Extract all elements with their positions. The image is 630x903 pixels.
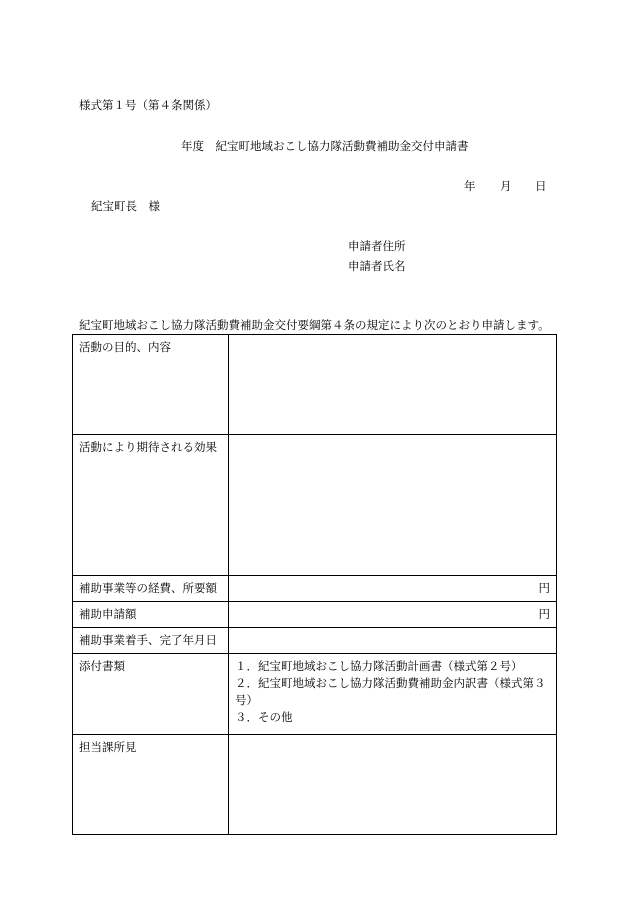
opinion-label: 担当課所見	[73, 735, 229, 835]
date-day: 日	[535, 179, 547, 193]
dates-label: 補助事業着手、完了年月日	[73, 628, 229, 654]
form-number: 様式第１号（第４条関係）	[79, 98, 217, 112]
applicant-name-label: 申請者氏名	[348, 259, 406, 273]
application-table	[72, 334, 557, 835]
cost-unit: 円	[538, 581, 550, 595]
addressee: 紀宝町長 様	[91, 199, 160, 213]
opinion-field[interactable]	[229, 735, 557, 835]
purpose-field[interactable]	[229, 335, 557, 435]
date-month: 月	[500, 179, 512, 193]
effect-field[interactable]	[229, 435, 557, 576]
amount-label: 補助申請額	[73, 602, 229, 628]
applicant-address-label: 申請者住所	[348, 239, 406, 253]
amount-field[interactable]	[229, 602, 557, 628]
attachment-item: ２．紀宝町地域おこし協力隊活動費補助金内訳書（様式第３号）	[235, 676, 546, 707]
dates-field[interactable]	[229, 628, 557, 654]
attachments-list	[229, 654, 557, 735]
intro-text: 紀宝町地域おこし協力隊活動費補助金交付要綱第４条の規定により次のとおり申請します。	[79, 318, 550, 332]
purpose-label: 活動の目的、内容	[73, 335, 229, 435]
cost-label: 補助事業等の経費、所要額	[73, 576, 229, 602]
attachment-item: ３．その他	[235, 710, 293, 724]
attachment-item: １．紀宝町地域おこし協力隊活動計画書（様式第２号）	[235, 659, 523, 673]
attachments-label: 添付書類	[73, 654, 229, 735]
date-year: 年	[464, 179, 476, 193]
effect-label: 活動により期待される効果	[73, 435, 229, 576]
amount-unit: 円	[538, 607, 550, 621]
cost-field[interactable]	[229, 576, 557, 602]
page-title: 年度 紀宝町地域おこし協力隊活動費補助金交付申請書	[181, 139, 469, 153]
